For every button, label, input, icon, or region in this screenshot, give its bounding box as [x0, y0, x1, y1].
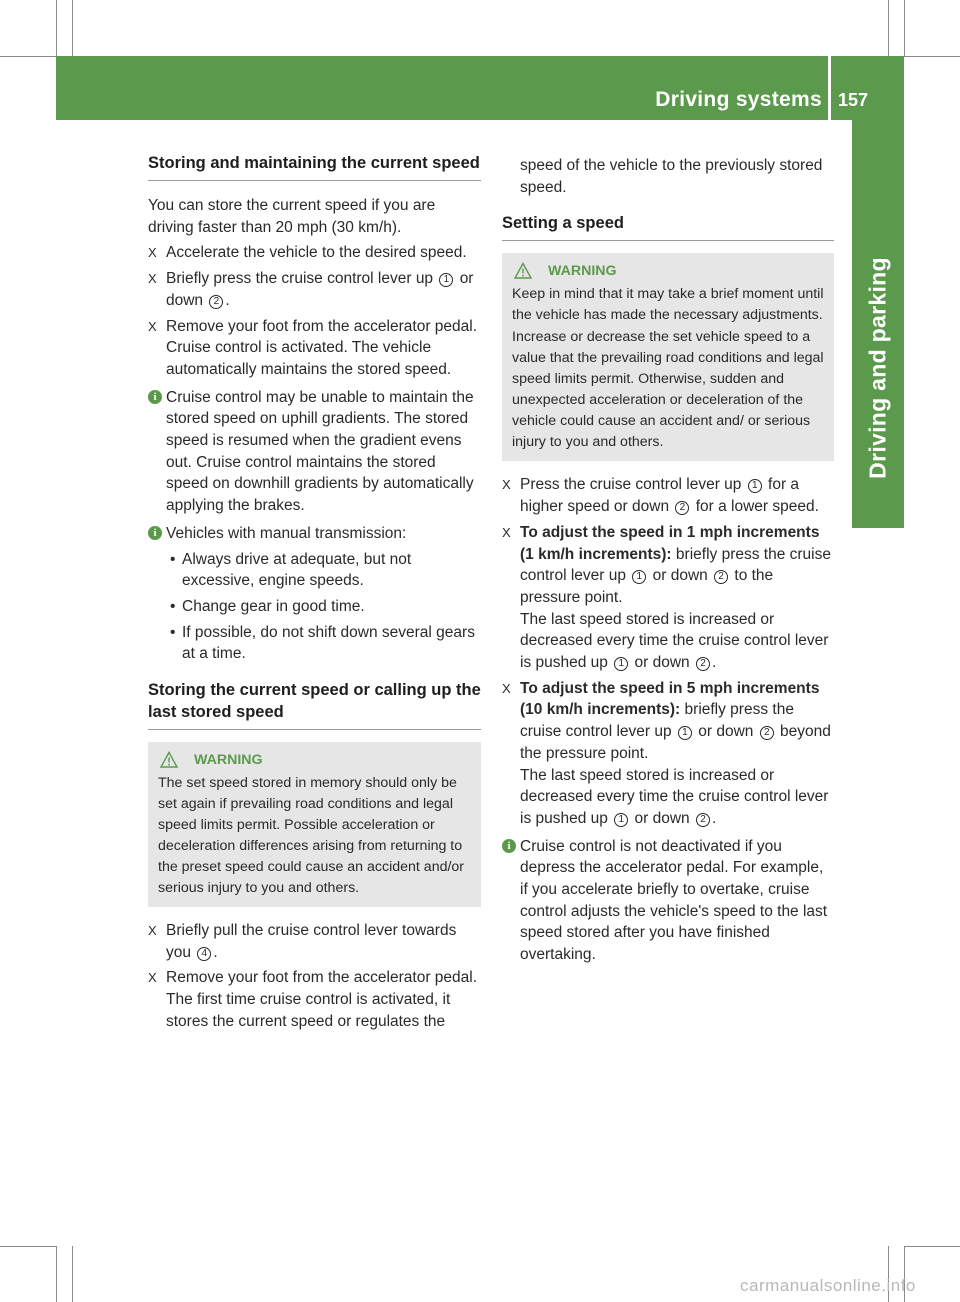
heading-storing-current-speed: Storing and maintaining the current speed: [148, 154, 480, 172]
info-note: i Cruise control is not deactivated if you depress the accelerator pedal. For example, if you accelerate briefly to overtake, cruise control adjusts the vehicle's speed to the last speed stored after you have finished overtaking.: [502, 836, 834, 966]
step-marker-icon: X: [502, 477, 511, 493]
crop-mark: [72, 1246, 73, 1302]
circled-2-icon: 2: [696, 813, 710, 827]
crop-mark: [904, 56, 960, 57]
warning-header: WARNING: [512, 261, 826, 282]
bullet-item: • If possible, do not shift down several gears at a time.: [170, 623, 475, 663]
step-item: X Remove your foot from the accelerator pedal. The first time cruise control is activated, it stores the current speed or regulates the: [148, 969, 478, 1030]
step-marker-icon: X: [148, 318, 157, 334]
circled-1-icon: 1: [678, 726, 692, 740]
warning-text: Keep in mind that it may take a brief moment until the vehicle has made the necessary adjustments.: [512, 286, 824, 324]
crop-mark: [0, 56, 56, 57]
bullet-item: • Always drive at adequate, but not excessive, engine speeds.: [170, 550, 412, 590]
step-marker-icon: X: [502, 524, 511, 540]
step-item: X Remove your foot from the accelerator pedal. Cruise control is activated. The vehicle automatically maintains the stored speed.: [148, 317, 478, 378]
bullet-item: • Change gear in good time.: [170, 597, 365, 615]
left-column: [148, 152, 481, 1033]
circled-1-icon: 1: [614, 657, 628, 671]
info-icon: i: [502, 839, 516, 853]
heading-rule: [148, 729, 481, 730]
warning-text: The set speed stored in memory should only be set again if prevailing road conditions and legal speed limits permit. Possible acceleration or deceleration differences arising from returning to the preset speed could cause an accident and/or serious injury to you and others.: [158, 775, 465, 897]
step-item: X To adjust the speed in 5 mph increments (10 km/h increments): briefly press the cruise control lever up 1 or down 2 beyond the pressure point. The last speed stored is increased or decreased every time the cruise control lever is pushed up 1 or down 2 .: [502, 679, 831, 827]
watermark: carmanualsonline.info: [740, 1276, 916, 1295]
circled-2-icon: 2: [696, 657, 710, 671]
circled-4-icon: 4: [197, 947, 211, 961]
heading-rule: [502, 240, 834, 241]
step-item: X Press the cruise control lever up 1 for a higher speed or down 2 for a lower speed.: [502, 476, 819, 516]
circled-1-icon: 1: [748, 479, 762, 493]
warning-box: [148, 742, 481, 907]
step-marker-icon: X: [502, 680, 511, 696]
step-marker-icon: X: [148, 245, 157, 261]
step-item: X Accelerate the vehicle to the desired speed.: [148, 242, 481, 264]
warning-triangle-icon: [514, 262, 532, 280]
step-marker-icon: X: [148, 923, 157, 939]
info-note: i Vehicles with manual transmission:: [148, 523, 481, 545]
circled-1-icon: 1: [439, 273, 453, 287]
circled-1-icon: 1: [614, 813, 628, 827]
side-tab-marker: [852, 484, 904, 528]
page-number: 157: [838, 90, 869, 110]
step-marker-icon: X: [148, 271, 157, 287]
circled-2-icon: 2: [760, 726, 774, 740]
heading-storing-or-calling-up: Storing the current speed or calling up the last stored speed: [148, 681, 481, 722]
crop-mark: [904, 0, 905, 56]
circled-2-icon: 2: [209, 295, 223, 309]
warning-header: WARNING: [158, 750, 473, 771]
crop-mark: [56, 0, 57, 56]
crop-mark: [904, 1246, 960, 1247]
warning-box: [502, 253, 834, 461]
warning-triangle-icon: [160, 751, 178, 769]
crop-mark: [56, 1246, 57, 1302]
circled-1-icon: 1: [632, 570, 646, 584]
circled-2-icon: 2: [714, 570, 728, 584]
crop-mark: [888, 0, 889, 56]
step-item: X Briefly press the cruise control lever up 1 or down 2 .: [148, 270, 474, 309]
info-note: i Cruise control may be unable to maintain the stored speed on uphill gradients. The stored speed is resumed when the gradient evens out. Cruise control maintains the stored speed on downhill gradients by automatically applying the brakes.: [148, 387, 481, 517]
continued-text: speed of the vehicle to the previously stored speed.: [520, 157, 823, 196]
info-icon: i: [148, 526, 162, 540]
warning-text: Increase or decrease the set vehicle speed to a value that the prevailing road conditions and legal speed limits permit. Otherwise, sudden and unexpected acceleration or deceleration of the vehicle could cause an accident and/ or serious injury to you and others.: [512, 329, 824, 451]
right-column: [502, 155, 834, 966]
section-title: Driving systems: [655, 88, 822, 111]
step-item: X Briefly pull the cruise control lever towards you 4 .: [148, 922, 457, 961]
info-icon: i: [148, 390, 162, 404]
step-marker-icon: X: [148, 970, 157, 986]
heading-setting-a-speed: Setting a speed: [502, 214, 624, 233]
chapter-title: Driving and parking: [864, 257, 891, 479]
intro-paragraph: You can store the current speed if you are driving faster than 20 mph (30 km/h).: [148, 197, 436, 236]
header-divider: [828, 56, 831, 120]
crop-mark: [72, 0, 73, 56]
crop-mark: [0, 1246, 56, 1247]
circled-2-icon: 2: [675, 501, 689, 515]
step-item: X To adjust the speed in 1 mph increments (1 km/h increments): briefly press the cruise control lever up 1 or down 2 to the pressure point. The last speed stored is increased or decreased every time the cruise control lever is pushed up 1 or down 2 .: [502, 523, 831, 672]
